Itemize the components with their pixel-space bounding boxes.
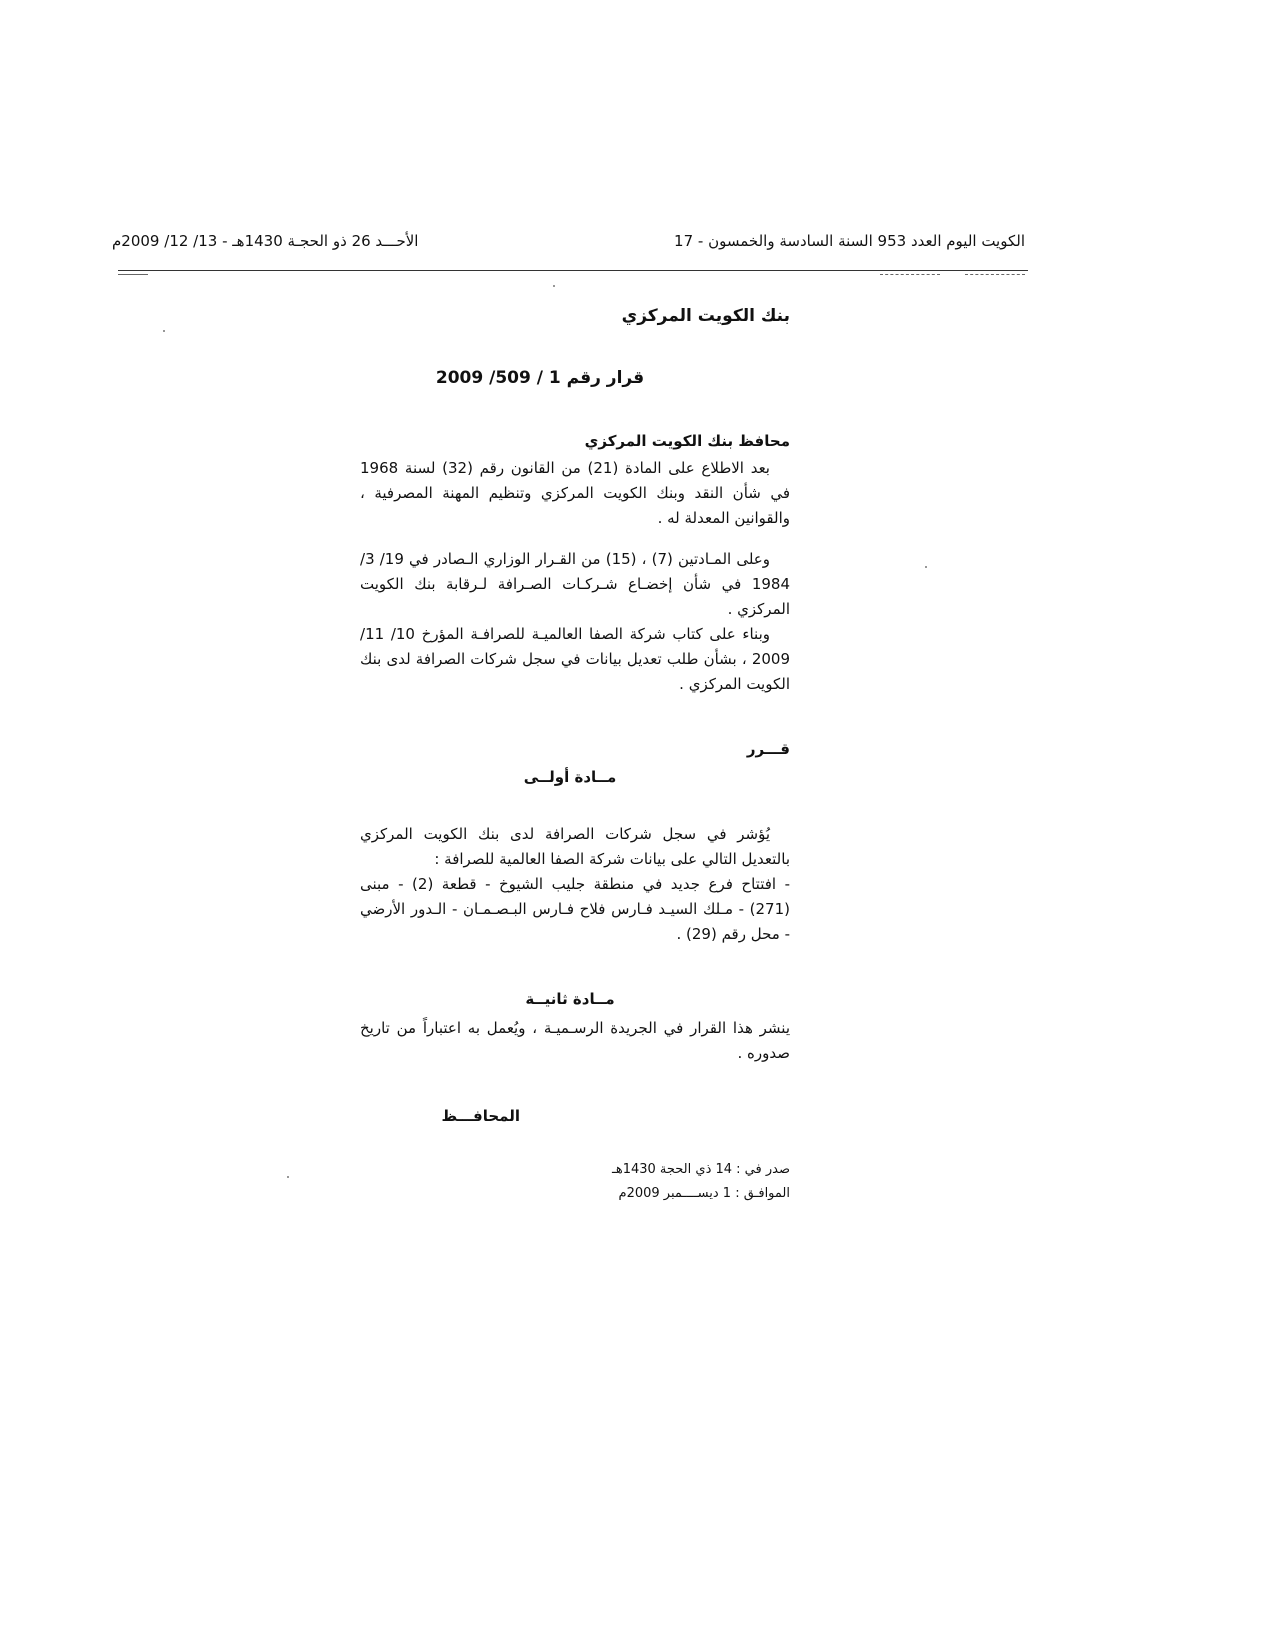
decision-title: قرار رقم 1 / 509/ 2009 — [435, 368, 645, 388]
scan-speck — [163, 330, 165, 332]
preamble-paragraph — [360, 622, 790, 697]
bank-name: بنك الكويت المركزي — [621, 306, 790, 326]
preamble-text: وبناء على كتاب شركة الصفا العالميـة للصرافـة المؤرخ 10/ 11/ 2009 ، بشأن طلب تعديل بيانات في سجل شركات الصرافة لدى بنك الكويت المركزي . — [360, 625, 790, 693]
signature: المحافـــظ — [441, 1107, 520, 1125]
scan-speck — [287, 1176, 289, 1178]
governor-line: محافظ بنك الكويت المركزي — [584, 432, 790, 450]
article-one-line: يُؤشر في سجل شركات الصرافة لدى بنك الكويت المركزي بالتعديل التالي على بيانات شركة الصفا العالمية للصرافة : — [360, 825, 790, 868]
preamble-text: وعلى المـادتين (7) ، (15) من القـرار الوزاري الـصادر في 19/ 3/ 1984 في شأن إخضـاع شـركـات الصـرافة لـرقابة بنك الكويت المركزي . — [360, 550, 790, 618]
header-rule — [118, 270, 1028, 271]
article-two-body — [360, 1016, 790, 1066]
header-issue-info: الكويت اليوم العدد 953 السنة السادسة والخمسون - 17 — [674, 232, 1025, 250]
article-one-title: مــادة أولــى — [523, 768, 617, 786]
preamble-text: بعد الاطلاع على المادة (21) من القانون رقم (32) لسنة 1968 في شأن النقد وبنك الكويت المركزي وتنظيم المهنة المصرفية ، والقوانين المعدلة له . — [360, 459, 790, 527]
header-date: الأحـــد 26 ذو الحجـة 1430هـ - 13/ 12/ 2009م — [112, 232, 419, 250]
issued-gregorian: الموافـق : 1 ديســــمبر 2009م — [618, 1186, 790, 1201]
scan-speck — [925, 566, 927, 568]
preamble-paragraph — [360, 547, 790, 622]
issued-hijri: صدر في : 14 ذي الحجة 1430هـ — [612, 1162, 790, 1177]
header-rule-dash — [118, 274, 148, 275]
article-one-line: - افتتاح فرع جديد في منطقة جليب الشيوخ - قطعة (2) - مبنى (271) - مـلك السيـد فـارس فلاح فـارس البـصـمـان - الـدور الأرضي - محل رقم (29) . — [360, 875, 790, 943]
scan-speck — [553, 285, 555, 287]
issue-date-block — [560, 1158, 790, 1206]
preamble-paragraph — [360, 456, 790, 531]
article-two-title: مــادة ثانيــة — [525, 990, 615, 1008]
decided-heading: قـــرر — [746, 740, 790, 758]
header-rule-dash — [880, 274, 940, 275]
article-two-text: ينشر هذا القرار في الجريدة الرسـميـة ، ويُعمل به اعتباراً من تاريخ صدوره . — [360, 1019, 790, 1062]
header-rule-dash — [965, 274, 1025, 275]
article-one-body — [360, 822, 790, 947]
